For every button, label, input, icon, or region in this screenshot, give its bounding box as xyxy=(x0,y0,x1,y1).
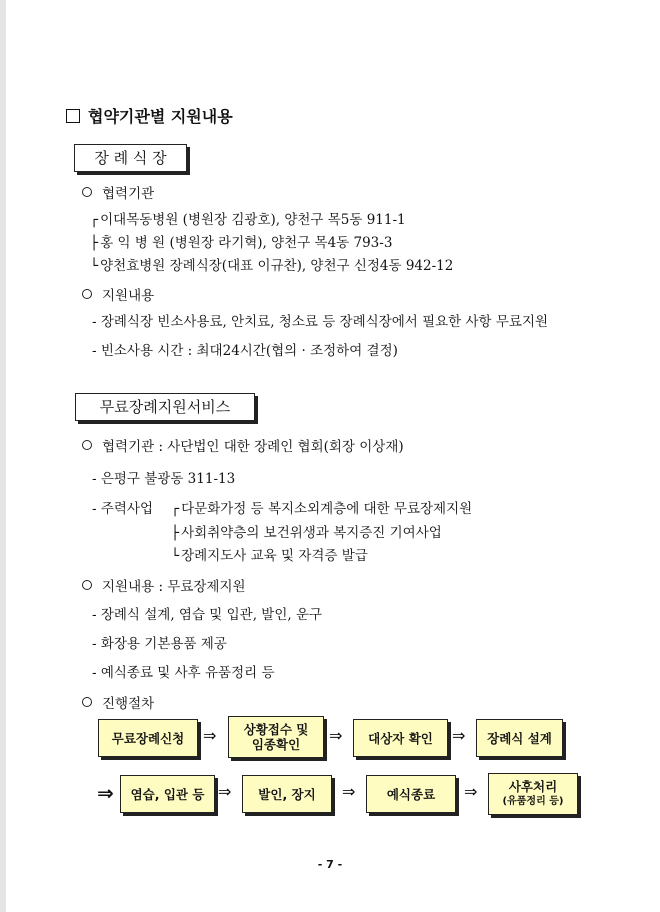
support-item: - 예식종료 및 사후 유품정리 등 xyxy=(92,665,275,681)
arrow-icon: ⇒ xyxy=(342,782,356,801)
circle-bullet-icon xyxy=(82,187,92,197)
process-step-shroud: 염습, 입관 등 xyxy=(120,775,215,813)
process-step-verify: 대상자 확인 xyxy=(353,719,448,757)
process-step-intake: 상황접수 및 임종확인 xyxy=(228,716,324,758)
arrow-icon: ⇒ xyxy=(464,782,478,801)
arrow-icon: ⇒ xyxy=(203,726,217,745)
process-step-procession: 발인, 장지 xyxy=(242,775,332,813)
partner-item: └ 양천효병원 장례식장(대표 이규찬), 양천구 신정4동 942-12 xyxy=(90,258,454,274)
process-step-aftercare: 사후처리 (유품정리 등) xyxy=(488,773,578,815)
partner-item: ┌ 이대목동병원 (병원장 김광호), 양천구 목5동 911-1 xyxy=(90,212,406,228)
support-item: - 장례식 설계, 염습 및 입관, 발인, 운구 xyxy=(92,607,323,623)
page-edge-shade xyxy=(0,0,6,912)
page-number: - 7 - xyxy=(317,858,343,871)
partner-line: 협력기관 : 사단법인 대한 장례인 협회(회장 이상재) xyxy=(82,438,404,456)
process-step-ceremony-end: 예식종료 xyxy=(366,775,456,813)
process-step-apply: 무료장례신청 xyxy=(98,719,198,757)
section-title-free-funeral-service: 무료장례지원서비스 xyxy=(75,393,255,421)
support-line: 지원내용 : 무료장제지원 xyxy=(82,578,246,596)
partner-item: ├ 홍 익 병 원 (병원장 라기혁), 양천구 목4동 793-3 xyxy=(90,235,393,251)
main-business-label: - 주력사업 xyxy=(92,501,154,517)
address-line: - 은평구 불광동 311-13 xyxy=(92,471,236,487)
circle-bullet-icon xyxy=(82,289,92,299)
checkbox-icon xyxy=(66,109,80,123)
section-title-funeral-hall: 장 례 식 장 xyxy=(74,144,187,172)
circle-bullet-icon xyxy=(82,580,92,590)
support-item: - 화장용 기본용품 제공 xyxy=(92,636,227,652)
process-step-design: 장례식 설계 xyxy=(476,719,563,757)
main-business-item: └ 장례지도사 교육 및 자격증 발급 xyxy=(171,548,368,564)
support-item: - 장례식장 빈소사용료, 안치료, 청소료 등 장례식장에서 필요한 사항 무료지원 xyxy=(92,314,549,330)
main-business-item: ├ 사회취약층의 보건위생과 복지증진 기여사업 xyxy=(171,525,442,541)
arrow-icon: ⇒ xyxy=(329,726,343,745)
main-business-item: ┌ 다문화가정 등 복지소외계층에 대한 무료장제지원 xyxy=(171,501,473,517)
big-arrow-icon: ⇒ xyxy=(97,781,114,805)
support-item: - 빈소사용 시간 : 최대24시간(협의 · 조정하여 결정) xyxy=(92,343,398,359)
arrow-icon: ⇒ xyxy=(452,726,466,745)
page-heading: 협약기관별 지원내용 xyxy=(66,104,233,127)
support-label: 지원내용 xyxy=(82,287,154,305)
circle-bullet-icon xyxy=(82,697,92,707)
process-label: 진행절차 xyxy=(82,695,154,713)
circle-bullet-icon xyxy=(82,440,92,450)
partners-label: 협력기관 xyxy=(82,185,154,203)
arrow-icon: ⇒ xyxy=(218,782,232,801)
